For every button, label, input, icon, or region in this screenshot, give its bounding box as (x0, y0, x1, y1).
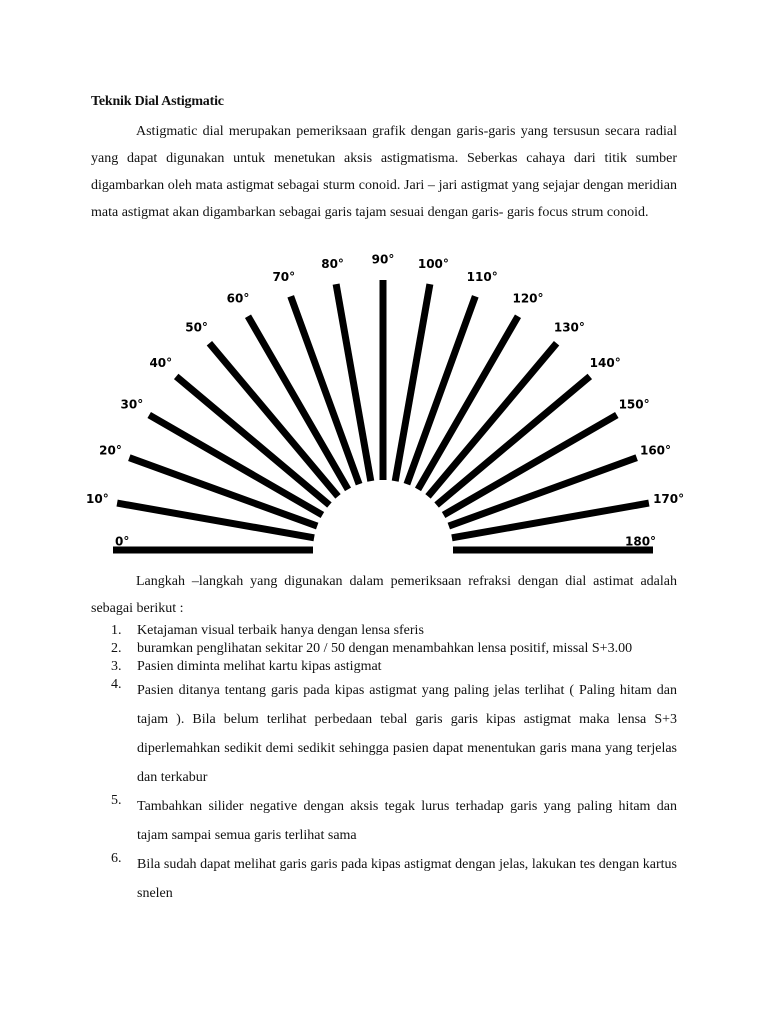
dial-label-60: 60° (226, 291, 250, 306)
list-item (91, 640, 677, 658)
dial-line-100 (395, 284, 430, 481)
list-number: 5. (111, 793, 122, 808)
dial-label-140: 140° (589, 356, 621, 371)
dial-label-10: 10° (86, 492, 109, 507)
dial-label-130: 130° (553, 320, 585, 335)
list-item-text: buramkan penglihatan sekitar 20 / 50 dengan menambahkan lensa positif, missal S+3.00 (137, 641, 633, 656)
dial-label-90: 90° (371, 252, 395, 267)
list-item (91, 676, 677, 792)
dial-label-40: 40° (149, 356, 173, 371)
list-number: 6. (111, 851, 122, 866)
list-item-text: Tambahkan silider negative dengan aksis tegak lurus terhadap garis yang paling hitam dan tajam sampai semua garis terlihat sama (137, 799, 677, 843)
dial-label-70: 70° (272, 270, 296, 284)
dial-label-0: 0° (115, 534, 130, 549)
dial-line-10 (117, 503, 314, 538)
dial-label-180: 180° (625, 534, 657, 549)
dial-label-150: 150° (618, 397, 650, 412)
dial-label-160: 160° (639, 443, 672, 458)
steps-intro-paragraph: Langkah –langkah yang digunakan dalam pemeriksaan refraksi dengan dial astimat adalah sebagai berikut : (91, 574, 677, 616)
dial-line-170 (452, 503, 649, 538)
dial-label-110: 110° (466, 270, 498, 284)
list-number: 2. (111, 641, 122, 656)
list-item (91, 792, 677, 850)
list-number: 3. (111, 659, 122, 674)
list-item (91, 622, 677, 640)
list-item-text: Ketajaman visual terbaik hanya dengan lensa sferis (137, 623, 424, 638)
list-item (91, 658, 677, 676)
intro-paragraph: Astigmatic dial merupakan pemeriksaan grafik dengan garis-garis yang tersusun secara radial yang dapat digunakan untuk menetukan aksis astigmatisma. Seberkas cahaya dari titik sumber digambarkan oleh mata astigmat sebagai sturm conoid. Jari – jari astigmat yang sejajar dengan meridian mata astigmat akan digambarkan sebagai garis tajam sesuai dengan garis- garis focus strum conoid. (91, 124, 677, 220)
dial-label-30: 30° (120, 397, 144, 412)
dial-line-80 (336, 284, 371, 481)
dial-label-50: 50° (185, 320, 208, 335)
section-heading: Teknik Dial Astigmatic (91, 94, 224, 109)
list-item-text: Pasien diminta melihat kartu kipas astigmat (137, 659, 382, 674)
list-item-text: Pasien ditanya tentang garis pada kipas astigmat yang paling jelas terlihat ( Paling hitam dan tajam ). Bila belum terlihat perbedaan tebal garis garis kipas astigmat maka lensa S+3 diperlemahkan sedikit demi sedikit sehingga pasien dapat menentukan garis mana yang terjelas dan terkabur (137, 683, 677, 785)
steps-list (91, 622, 677, 908)
list-number: 4. (111, 677, 122, 692)
list-item (91, 850, 677, 908)
dial-label-100: 100° (417, 256, 449, 271)
dial-label-120: 120° (512, 291, 544, 306)
dial-label-80: 80° (321, 256, 344, 271)
list-item-text: Bila sudah dapat melihat garis garis pada kipas astigmat dengan jelas, lakukan tes dengan kartus snelen (137, 857, 677, 901)
dial-label-170: 170° (653, 492, 685, 507)
dial-label-20: 20° (99, 443, 122, 458)
list-number: 1. (111, 623, 122, 638)
